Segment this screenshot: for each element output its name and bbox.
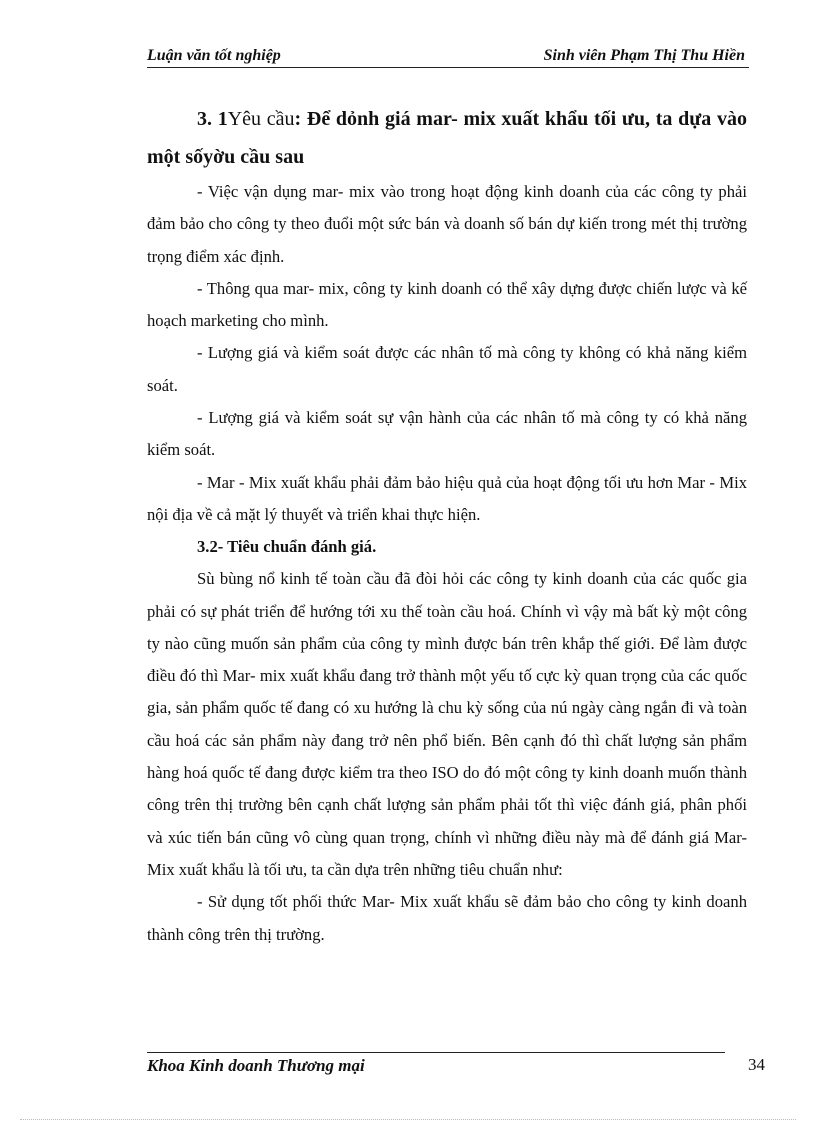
- header-thesis-title: Luận văn tốt nghiệp: [147, 47, 281, 64]
- page-content: [147, 100, 747, 951]
- paragraph-7: - Sử dụng tốt phối thức Mar- Mix xuất khẩu sẽ đảm bảo cho công ty kinh doanh thành công trên thị trường.: [147, 892, 747, 944]
- section-heading: [147, 100, 747, 176]
- paragraph-6: Sù bùng nổ kinh tế toàn cầu đã đòi hỏi các công ty kinh doanh của các quốc gia phải có sự phát triển để hướng tới xu thế toàn cầu hoá. Chính vì vậy mà bất kỳ một công ty nào cũng muốn sản phẩm của công ty mình được bán trên khắp thế giới. Để làm được điều đó thì Mar- mix xuất khẩu đang trở thành một yếu tố cực kỳ quan trọng của các quốc gia, sản phẩm quốc tế đang có xu hướng là chu kỳ sống của nú ngày càng ngắn đi và toàn cầu hoá các sản phẩm này đang trở nên phổ biến. Bên cạnh đó thì chất lượng sản phẩm hàng hoá quốc tế đang được kiểm tra theo ISO do đó một công ty kinh doanh muốn thành công trên thị trường bên cạnh chất lượng sản phẩm phải tốt thì việc đánh giá, phân phối và xúc tiến bán cũng vô cùng quan trọng, chính vì những điều này mà để đánh giá Mar- Mix xuất khẩu là tối ưu, ta cần dựa trên những tiêu chuẩn như:: [147, 569, 747, 879]
- header-student-name: Sinh viên Phạm Thị Thu Hiền: [543, 47, 745, 64]
- paragraph-2: - Thông qua mar- mix, công ty kinh doanh có thể xây dựng được chiến lược và kế hoạch marketing cho mình.: [147, 278, 747, 331]
- paragraph-5: - Mar - Mix xuất khẩu phải đảm bảo hiệu quả của hoạt động tối ưu hơn Mar - Mix nội địa về cả mặt lý thuyết và triển khai thực hiện.: [147, 472, 747, 524]
- paragraph-3: - Lượng giá và kiểm soát được các nhân tố mà công ty không có khả năng kiểm soát.: [147, 343, 747, 395]
- heading-plain-text: Yêu cầu: [227, 108, 295, 130]
- page-header: [147, 45, 749, 68]
- paragraph-1: - Việc vận dụng mar- mix vào trong hoạt động kinh doanh của các công ty phải đảm bảo cho công ty theo đuổi một sức bán và doanh số bán dự kiến trong mét thị trường trọng điểm xác định.: [147, 182, 747, 266]
- heading-rest-text: : Để dỏnh giá mar- mix xuất khẩu tối ưu, ta dựa vào một sốyờu cầu sau: [147, 108, 747, 168]
- heading-number: 3. 1: [197, 108, 228, 130]
- paragraph-4: - Lượng giá và kiểm soát sự vận hành của các nhân tố mà công ty có khả năng kiểm soát.: [147, 408, 747, 460]
- page-number: 34: [748, 1055, 765, 1074]
- footer-divider: [147, 1052, 725, 1053]
- page-bottom-border: [20, 1119, 796, 1120]
- footer-faculty: Khoa Kinh doanh Thương mại: [147, 1056, 365, 1075]
- subsection-heading: 3.2- Tiêu chuẩn đánh giá.: [197, 537, 377, 557]
